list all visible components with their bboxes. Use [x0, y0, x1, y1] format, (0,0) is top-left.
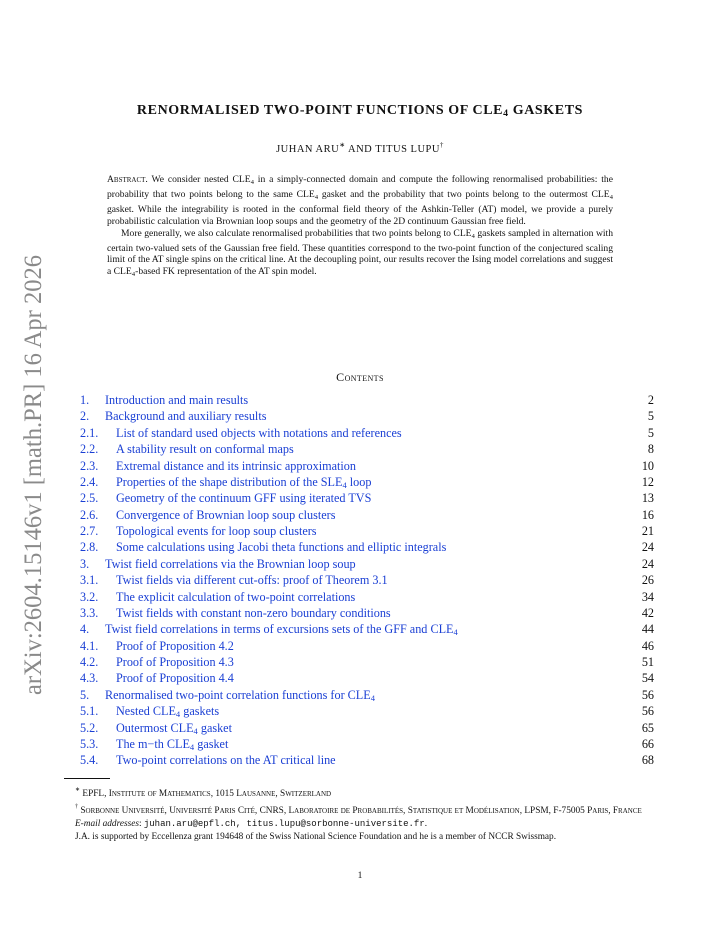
toc-entry[interactable]: [80, 490, 654, 506]
toc-entry-page: 34: [641, 589, 654, 604]
title-subscript: 4: [503, 108, 509, 119]
toc-entry-page: 16: [641, 507, 654, 522]
toc-entry-subscript[interactable]: 4: [342, 479, 347, 490]
toc-entry-subscript[interactable]: 4: [189, 741, 195, 752]
toc-entry-page: 5: [647, 425, 654, 440]
toc-entry-link[interactable]: [116, 572, 388, 588]
toc-entry-page: 24: [641, 540, 654, 555]
toc-entry-title[interactable]: Proof of Proposition 4.4: [116, 671, 234, 686]
toc-entry-link[interactable]: [116, 638, 234, 654]
toc-entry-title[interactable]: Twist fields with constant non-zero boundary conditions: [116, 605, 391, 620]
toc-entry-page: 56: [641, 687, 654, 702]
toc-entry-title[interactable]: Outermost CLE: [116, 720, 194, 735]
toc-entry-page: 66: [641, 736, 654, 751]
toc-entry-number[interactable]: 3.2.: [80, 589, 99, 604]
paper-title: [0, 103, 720, 119]
toc-entry[interactable]: [80, 539, 654, 555]
toc-entry-number[interactable]: 2.4.: [80, 474, 99, 489]
toc-entry-page: 46: [641, 638, 654, 653]
toc-entry-number[interactable]: 4.: [80, 622, 90, 637]
toc-entry[interactable]: [80, 523, 654, 539]
toc-entry-number[interactable]: 5.2.: [80, 720, 99, 735]
toc-entry-number[interactable]: 3.3.: [80, 605, 99, 620]
toc-entry-link[interactable]: [105, 408, 266, 424]
toc-entry-title[interactable]: The m−th CLE: [116, 736, 190, 751]
abstract-text: gasket and the probability that two points belong to the outermost CLE: [318, 188, 610, 200]
toc-entry-title[interactable]: Background and auxiliary results: [105, 409, 267, 424]
toc-entry-page: 54: [641, 671, 654, 686]
toc-entry[interactable]: [80, 556, 654, 572]
abstract-paragraph-2: [107, 228, 613, 282]
author-1-footnote-mark: ∗: [339, 142, 346, 149]
toc-entry-title[interactable]: Two-point correlations on the AT critical line: [116, 753, 336, 768]
toc-entry-title[interactable]: List of standard used objects with notations and references: [116, 425, 402, 440]
arxiv-identifier: [14, 245, 50, 695]
toc-entry-link[interactable]: [116, 458, 356, 474]
toc-entry-title[interactable]: Renormalised two-point correlation functions for CLE: [105, 687, 371, 702]
toc-entry-page: 8: [647, 442, 654, 457]
author-1: JUHAN ARU: [276, 144, 340, 155]
toc-entry-title[interactable]: Extremal distance and its intrinsic approximation: [116, 458, 356, 473]
title-text: RENORMALISED TWO-POINT FUNCTIONS OF CLE: [136, 103, 504, 118]
toc-entry-page: 5: [647, 409, 654, 424]
abstract-text: More generally, we also calculate renormalised probabilities that two points belong to CLE: [121, 227, 472, 239]
footnote-funding: J.A. is supported by Eccellenza grant 194648 of the Swiss National Science Foundation and he is a member of NCCR Swissmap.: [75, 832, 557, 843]
toc-entry-number[interactable]: 3.1.: [80, 573, 99, 588]
abstract-subscript: 4: [314, 193, 319, 201]
toc-entry-title[interactable]: Properties of the shape distribution of the SLE: [116, 474, 343, 489]
abstract-subscript: 4: [131, 271, 136, 279]
toc-entry[interactable]: [80, 458, 654, 474]
toc-entry[interactable]: [80, 654, 654, 670]
toc-entry-title[interactable]: Some calculations using Jacobi theta functions and elliptic integrals: [116, 540, 447, 555]
author-line: [0, 141, 720, 155]
toc-entry-number[interactable]: 2.3.: [80, 458, 99, 473]
toc-entry[interactable]: [80, 638, 654, 654]
toc-entry[interactable]: [80, 441, 654, 457]
abstract-text: -based FK representation of the AT spin model.: [135, 266, 317, 278]
toc-entry-link[interactable]: [116, 589, 355, 605]
toc-entry-number[interactable]: 2.8.: [80, 540, 99, 555]
email-colon: :: [138, 819, 144, 830]
abstract-subscript: 4: [250, 179, 254, 186]
toc-entry[interactable]: [80, 474, 654, 490]
abstract-text: in a simply-connected domain and compute the following renormalised probabilities: the probability that two points belong to the same CLE: [107, 174, 613, 200]
toc-entry-page: 10: [641, 458, 654, 473]
contents-heading: Contents: [336, 370, 384, 384]
abstract-label: Abstract.: [107, 174, 148, 185]
toc-entry-number[interactable]: 4.3.: [80, 671, 99, 686]
author-2-footnote-mark: †: [439, 142, 444, 149]
toc-entry-page: 21: [641, 524, 654, 538]
footnote-affiliation-2: [64, 801, 656, 818]
toc-entry-subscript[interactable]: 4: [370, 692, 375, 703]
arxiv-identifier-text: arXiv:2604.15146v1 [math.PR] 16 Apr 2026: [20, 246, 47, 695]
email-addresses[interactable]: juhan.aru@epfl.ch, titus.lupu@sorbonne-universite.fr: [143, 819, 425, 830]
toc-entry-page: 12: [641, 474, 654, 489]
abstract-text: We consider nested CLE: [147, 174, 251, 185]
toc-entry[interactable]: [80, 703, 654, 719]
toc-entry-number[interactable]: 5.: [80, 687, 90, 702]
toc-entry-link[interactable]: [116, 441, 294, 457]
toc-entry-number[interactable]: 2.: [80, 409, 90, 424]
toc-entry-title[interactable]: Nested CLE: [116, 704, 176, 719]
toc-entry-link[interactable]: [105, 556, 356, 572]
author-2: TITUS LUPU: [375, 144, 440, 155]
toc-entry-number[interactable]: 1.: [80, 393, 90, 407]
toc-entry[interactable]: [80, 425, 654, 441]
footnote-mark: †: [75, 804, 79, 811]
toc-entry[interactable]: [80, 392, 654, 408]
abstract: [107, 174, 613, 281]
email-end: .: [424, 819, 428, 830]
toc-entry-number[interactable]: 2.7.: [80, 524, 99, 538]
toc-entry-page: 13: [641, 491, 654, 506]
toc-entry[interactable]: [80, 605, 654, 621]
toc-entry-title[interactable]: Twist fields via different cut-offs: proof of Theorem 3.1: [116, 573, 388, 588]
table-of-contents: [80, 392, 654, 769]
toc-entry-page: 56: [641, 704, 654, 719]
toc-entry[interactable]: [80, 507, 654, 523]
toc-entry-page: 24: [641, 556, 654, 571]
footnote-emails: [64, 818, 656, 831]
toc-entry-link[interactable]: [116, 670, 234, 686]
footnote-text: EPFL, Institute of Mathematics, 1015 Lausanne, Switzerland: [80, 789, 332, 799]
toc-entry-page: 44: [641, 622, 654, 637]
toc-entry-page: 2: [647, 393, 654, 407]
title-tail: GASKETS: [508, 103, 584, 118]
toc-entry-title-tail[interactable]: loop: [346, 474, 372, 489]
toc-entry-number[interactable]: 4.2.: [80, 655, 99, 669]
toc-entry[interactable]: [80, 589, 654, 605]
toc-entry[interactable]: [80, 408, 654, 424]
toc-entry-subscript[interactable]: 4: [175, 709, 181, 720]
footnote-mark: ∗: [75, 787, 81, 793]
abstract-subscript: 4: [471, 232, 475, 240]
toc-entry-number[interactable]: 5.1.: [80, 704, 99, 719]
toc-entry-number[interactable]: 4.1.: [80, 638, 99, 653]
toc-entry-link[interactable]: [116, 605, 391, 621]
toc-entry-title-tail[interactable]: gasket: [194, 736, 229, 751]
toc-entry-link[interactable]: [116, 523, 317, 539]
footnote-affiliation-1: [64, 784, 656, 801]
toc-entry-number[interactable]: 3.: [80, 556, 90, 571]
toc-entry-number[interactable]: 5.4.: [80, 753, 99, 768]
toc-entry-title[interactable]: Convergence of Brownian loop soup clusters: [116, 507, 336, 522]
toc-entry-subscript[interactable]: 4: [193, 725, 198, 736]
toc-entry-number[interactable]: 2.2.: [80, 442, 99, 457]
toc-entry-link[interactable]: [116, 654, 234, 670]
toc-entry-title[interactable]: Twist field correlations via the Brownian loop soup: [105, 556, 356, 571]
toc-entry-page: 51: [641, 655, 654, 669]
abstract-text: gaskets sampled in alternation with certain two-valued sets of the Gaussian free field. These quantities correspond to the two-point function of the conjectured scaling limit of the AT single spins on the critical line. At the decoupling point, our results recover the Ising model correlations and suggest a CLE: [107, 227, 613, 278]
toc-entry-page: 65: [641, 720, 654, 735]
toc-entry-title[interactable]: Geometry of the continuum GFF using iterated TVS: [116, 491, 372, 506]
toc-entry-title[interactable]: Proof of Proposition 4.2: [116, 638, 234, 653]
toc-entry-page: 26: [641, 573, 654, 588]
toc-entry-subscript[interactable]: 4: [453, 627, 458, 638]
toc-entry-title[interactable]: Topological events for loop soup clusters: [116, 524, 317, 538]
toc-entry[interactable]: [80, 736, 654, 752]
toc-entry[interactable]: [80, 720, 654, 736]
footnotes: [64, 784, 656, 844]
author-conjunction: AND: [345, 144, 376, 155]
toc-entry-link[interactable]: [105, 392, 248, 408]
toc-entry-title[interactable]: Twist field correlations in terms of excursions sets of the GFF and CLE: [105, 622, 454, 637]
email-label: E-mail addresses: [75, 819, 139, 830]
toc-entry[interactable]: [80, 621, 654, 637]
toc-entry-title-tail[interactable]: gasket: [197, 720, 232, 735]
abstract-paragraph-1: [107, 174, 613, 228]
toc-entry-title[interactable]: Introduction and main results: [105, 393, 249, 407]
toc-entry-link[interactable]: [116, 490, 371, 506]
toc-entry-number[interactable]: 2.5.: [80, 491, 99, 506]
toc-entry-title[interactable]: Proof of Proposition 4.3: [116, 655, 234, 669]
abstract-text: gasket. While the integrability is rooted in the conformal field theory of the Ashkin-Teller (AT) model, we provide a purely probabilistic calculation via Brownian loop soups and the geometry of the 2D continuum Gaussian free field.: [107, 203, 613, 227]
toc-entry-number[interactable]: 2.6.: [80, 507, 99, 522]
toc-entry-title[interactable]: A stability result on conformal maps: [116, 442, 294, 457]
footnote-rule: [64, 778, 110, 779]
toc-entry[interactable]: [80, 572, 654, 588]
toc-entry-page: 68: [641, 753, 654, 768]
toc-entry-link[interactable]: [116, 752, 336, 768]
toc-entry[interactable]: [80, 687, 654, 703]
toc-entry-link[interactable]: [116, 507, 335, 523]
toc-entry-title[interactable]: The explicit calculation of two-point correlations: [116, 589, 356, 604]
toc-entry-number[interactable]: 5.3.: [80, 736, 99, 751]
toc-entry-page: 42: [641, 605, 654, 620]
toc-entry-link[interactable]: [116, 539, 446, 555]
toc-entry-number[interactable]: 2.1.: [80, 425, 99, 440]
toc-entry-title-tail[interactable]: gaskets: [180, 704, 220, 719]
toc-entry[interactable]: [80, 670, 654, 686]
abstract-subscript: 4: [609, 193, 613, 201]
page-number: 1: [357, 871, 363, 881]
toc-entry-link[interactable]: [116, 425, 402, 441]
footnote-text: Sorbonne Université, Université Paris Cité, CNRS, Laboratoire de Probabilités, Statistique et Modélisation, LPSM, F-75005 Paris, France: [78, 806, 642, 817]
toc-entry[interactable]: [80, 752, 654, 768]
